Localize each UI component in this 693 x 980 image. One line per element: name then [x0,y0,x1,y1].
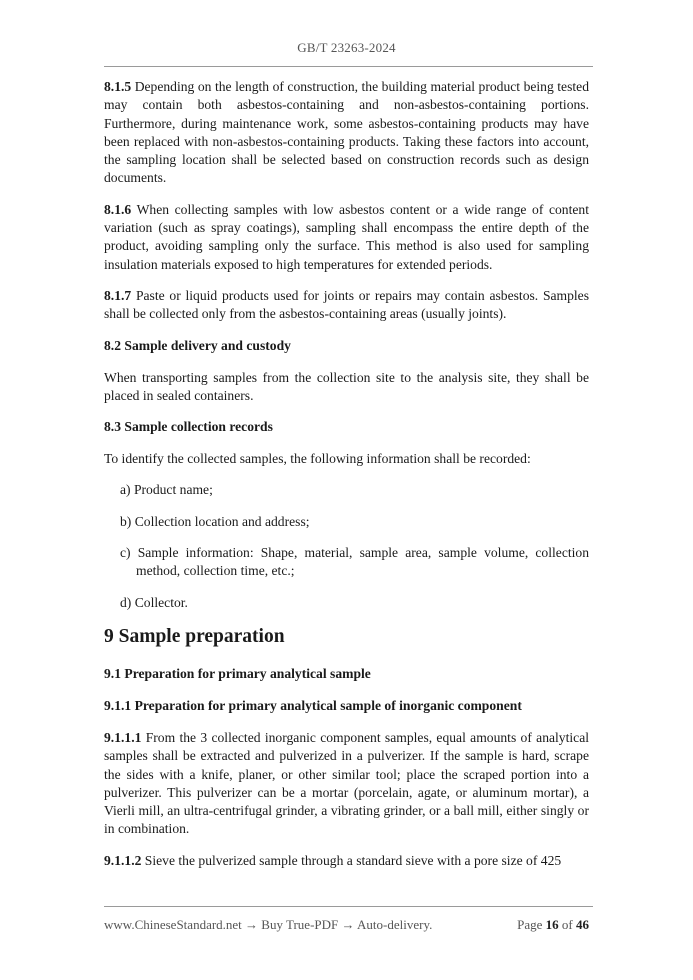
paragraph-8-1-7 [104,287,589,324]
paragraph-8-2: When transporting samples from the collection site to the analysis site, they shall be placed in sealed containers. [104,369,589,403]
clause-text: Paste or liquid products used for joints or repairs may contain asbestos. Samples shall be collected only from the asbestos-containing areas (usually joints). [104,287,590,322]
clause-number: 9.1.1.2 [104,852,142,868]
list-item-d: d) Collector. [120,594,188,610]
clause-number: 8.1.5 [104,79,132,94]
footer-divider [104,906,593,907]
header-divider [104,66,593,67]
clause-text: When collecting samples with low asbestos content or a wide range of content variation (such as spray coatings), sampling shall encompass the entire depth of the product, avoiding sampling only the surface. This method is also used for sampling insulation materials exposed to high temperatures for extended periods. [104,201,589,272]
heading-9-1-1: 9.1.1 Preparation for primary analytical sample of inorganic component [104,697,522,713]
paragraph-8-3: To identify the collected samples, the following information shall be recorded: [104,451,531,467]
heading-8-2: 8.2 Sample delivery and custody [104,337,291,353]
clause-text: Sieve the pulverized sample through a standard sieve with a pore size of 425 [144,852,562,868]
heading-9: 9 Sample preparation [104,625,285,647]
clause-text: From the 3 collected inorganic component samples, equal amounts of analytical samples shall be extracted and pulverized in a pulverizer. If the sample is hard, scrape the sides with a knife, planer, or other similar tool; place the scraped portion into a pulverizer. This pulverizer can be a mortar (porcelain, agate, or aluminum mortar), a Vierli mill, an ultra-centrifugal grinder, a vibrating grinder, or a ball mill, either singly or in combination. [104,729,590,837]
paragraph-9-1-1-2 [104,852,589,870]
heading-9-1: 9.1 Preparation for primary analytical sample [104,665,371,681]
page-total: 46 [576,917,589,932]
page-content [104,78,589,883]
page-label: Page [517,917,543,932]
page-current: 16 [545,917,559,932]
list-item-c: c) Sample information: Shape, material, sample area, sample volume, collection method, collection time, etc.; [120,545,589,579]
paragraph-8-1-5 [104,78,589,188]
paragraph-9-1-1-1 [104,729,589,839]
page-header-standard-number: GB/T 23263-2024 [297,40,396,55]
clause-number: 9.1.1.1 [104,729,142,745]
heading-8-3: 8.3 Sample collection records [104,419,273,435]
list-item-a: a) Product name; [120,482,213,498]
clause-number: 8.1.6 [104,201,132,217]
clause-text: Depending on the length of construction, the building material product being tested may contain both asbestos-containing and non-asbestos-containing portions. Furthermore, during maintenance work, some asbestos-containing products may have been replaced with non-asbestos-containing products. Taking these factors into account, the sampling location shall be selected based on construction records such as design documents. [104,79,589,186]
clause-number: 8.1.7 [104,287,132,303]
paragraph-8-1-6 [104,201,589,274]
page-of: of [561,917,573,932]
footer-store-link[interactable]: www.ChineseStandard.net → Buy True-PDF → Auto-delivery. [104,917,433,932]
list-item-b: b) Collection location and address; [120,513,310,529]
page-number [517,917,589,933]
